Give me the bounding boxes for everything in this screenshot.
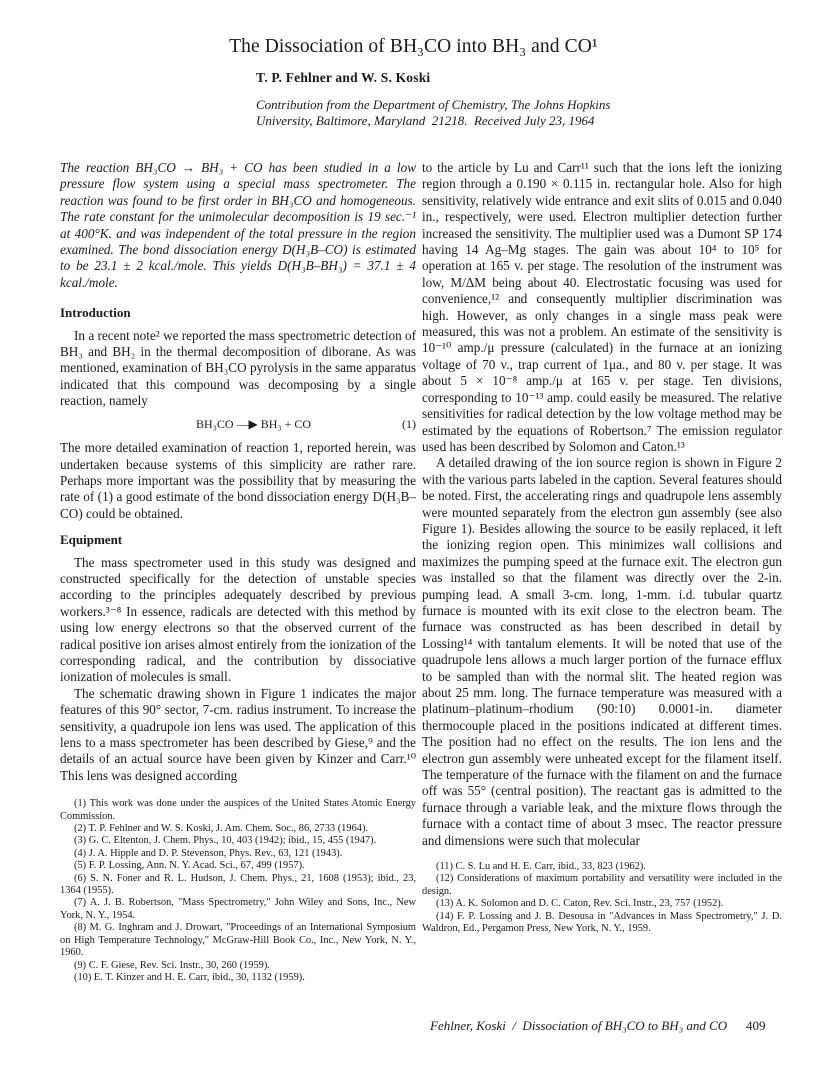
intro-paragraph-1: In a recent note² we reported the mass spectrometric detection of BH₃ and BH₂ in the thermal decomposition of diborane. As was mentioned, examination of BH₃CO pyrolysis in the same apparatus indicated that this compound was decomposing by a single reaction, namely xyxy=(60,327,416,409)
equipment-paragraph-1: The mass spectrometer used in this study was designed and constructed specifically for the detection of unstable species according to the principles adequately described by previous workers.³⁻⁸ In essence, radicals are detected with this method by using low energy electrons so that the observed current of the radical positive ion arises almost entirely from the ionization of the corresponding radical, and the contribution by dissociative ionization of molecules is small. xyxy=(60,554,416,685)
right-paragraph-1: to the article by Lu and Carr¹¹ such that the ions left the ionizing region through a 0.190 × 0.115 in. rectangular hole. Also for high sensitivity, relatively wide entrance and exit slits of 0.015 and 0.040 in., respectively, were used. Electron multiplier detection further increased the sensitivity. The multiplier used was a Dumont SP 174 having 14 Ag–Mg stages. The gain was about 10⁴ to 10⁵ for operation at 165 v. per stage. The resolution of the instrument was low, M/ΔM being about 40. Electrostatic focusing was used for convenience,¹² and consequently multiplier discrimination was high. However, as only changes in a single mass peak were measured, this was not a problem. An estimate of the sensitivity is 10⁻¹⁰ amp./μ pressure (calculated) in the furnace at an ionizing voltage of 70 v., trap current of 1μa., and 80 v. per stage. It was about 5 × 10⁻⁸ amp./μ at 165 v. per stage. Ten divisions, corresponding to 10⁻¹³ amp. could easily be measured. The relative sensitivities for radical detection by the low voltage method may be estimated by the equations of Robertson.⁷ The emission regulator used has been described by Solomon and Caton.¹³ xyxy=(422,160,782,454)
introduction-heading: Introduction xyxy=(60,305,131,321)
equipment-heading: Equipment xyxy=(60,532,123,548)
equation-number: (1) xyxy=(402,416,416,431)
footnote: (6) S. N. Foner and R. L. Hudson, J. Chem. Phys., 21, 1608 (1953); ibid., 23, 1364 (1955). xyxy=(60,872,416,897)
article-title: The Dissociation of BH₃CO into BH₃ and CO¹ xyxy=(229,36,598,57)
footnote: (2) T. P. Fehlner and W. S. Koski, J. Am. Chem. Soc., 86, 2733 (1964). xyxy=(74,823,369,835)
footnote: (10) E. T. Kinzer and H. E. Carr, ibid., 30, 1132 (1959). xyxy=(74,971,305,983)
right-paragraph-2: A detailed drawing of the ion source region is shown in Figure 2 with the various parts labeled in the caption. Several features should be noted. First, the accelerating rings and quadrupole lens assembly were mounted separately from the electron gun assembly (see also Figure 1). Besides allowing the source to be easily replaced, it left the ionizing region open. This minimizes wall collisions and maximizes the pumping speed at the furnace exit. The electron gun was installed so that the filament was directly over the 2-in. pumping lead. A small 3-cm. long, 1-mm. i.d. tubular quartz furnace is mounted with its exit close to the electron beam. The furnace was constructed as has been described in detail by Lossing¹⁴ with tantalum elements. It will be noted that use of the quadrupole lens allows a much larger portion of the furnace efflux to be sampled than with the normal slit. The heated region was about 25 mm. long. The furnace temperature was measured with a platinum–platinum–rhodium (90:10) 0.0001-in. diameter thermocouple placed in the positions indicated at different times. The position had no effect on the results. The ion lens and the electron gun assembly were unheated except for the filament itself. The temperature of the furnace with the filament on and the furnace off was 55° (central position). The reactant gas is admitted to the furnace through a variable leak, and the mixture flows through the furnace with a contact time of about 3 msec. The reactor pressure and dimensions were such that molecular xyxy=(422,455,782,848)
footnote: (14) F. P. Lossing and J. B. Desousa in "Advances in Mass Spectrometry," J. D. Waldron, Ed., Pergamon Press, New York, N. Y., 1959. xyxy=(422,910,782,935)
footnote: (9) C. F. Giese, Rev. Sci. Instr., 30, 260 (1959). xyxy=(74,959,270,971)
footnotes-left xyxy=(60,798,416,984)
footnote: (4) J. A. Hipple and D. P. Stevenson, Phys. Rev., 63, 121 (1943). xyxy=(74,847,343,859)
intro-paragraph-2: The more detailed examination of reaction 1, reported herein, was undertaken because systems of this simplicity are rather rare. Perhaps more important was the possibility that by measuring the rate of (1) a good estimate of the bond dissociation energy D(H₃B–CO) could be obtained. xyxy=(60,440,416,521)
abstract: The reaction BH₃CO → BH₃ + CO has been studied in a low pressure flow system using a special mass spectrometer. The reaction was found to be first order in BH₃CO and homogeneous. The rate constant for the unimolecular decomposition is 19 sec.⁻¹ at 400°K. and was independent of the total pressure in the region examined. The bond dissociation energy D(H₃B–CO) is estimated to be 23.1 ± 2 kcal./mole. This yields D(H₃B–BH₃) = 37.1 ± 4 kcal./mole. xyxy=(60,160,416,290)
authors: T. P. Fehlner and W. S. Koski xyxy=(256,70,431,85)
footnote: (8) M. G. Inghram and J. Drowart, "Proceedings of an International Symposium on High Temperature Technology," McGraw-Hill Book Co., Inc., New York, N. Y., 1960. xyxy=(60,922,416,959)
equation-1 xyxy=(60,416,416,432)
footnote: (3) G. C. Eltenton, J. Chem. Phys., 10, 403 (1942); ibid., 15, 455 (1947). xyxy=(74,835,377,847)
footnote: (1) This work was done under the auspices of the United States Atomic Energy Commission. xyxy=(60,798,416,822)
footnotes-right xyxy=(422,861,782,935)
equation-text: BH₃CO —▶ BH₃ + CO xyxy=(196,416,312,431)
running-head: Fehlner, Koski / Dissociation of BH₃CO to BH₃ and CO xyxy=(430,1018,728,1033)
page-number: 409 xyxy=(746,1018,766,1033)
footnote: (13) A. K. Solomon and D. C. Caton, Rev. Sci. Instr., 23, 757 (1952). xyxy=(436,898,724,910)
right-column xyxy=(422,160,782,936)
footnote: (7) A. J. B. Robertson, "Mass Spectrometry," John Wiley and Sons, Inc., New York, N. Y., 1954. xyxy=(60,897,416,921)
footnote: (11) C. S. Lu and H. E. Carr, ibid., 33, 823 (1962). xyxy=(436,861,646,873)
footnote: (12) Considerations of maximum portability and versatility were included in the design. xyxy=(422,873,782,897)
left-column xyxy=(60,160,416,984)
footnote: (5) F. P. Lossing, Ann. N. Y. Acad. Sci., 67, 499 (1957). xyxy=(74,860,305,872)
affiliation: Contribution from the Department of Chemistry, The Johns Hopkins University, Baltimore, Maryland 21218. Received July 23, 1964 xyxy=(256,97,611,128)
equipment-paragraph-2: The schematic drawing shown in Figure 1 indicates the major features of this 90° sector, 7-cm. radius instrument. To increase the sensitivity, a quadrupole ion lens was used. The application of this lens to a mass spectrometer has been described by Giese,⁹ and the details of an actual source have been given by Kinzer and Carr.¹⁰ This lens was designed according xyxy=(60,685,416,783)
